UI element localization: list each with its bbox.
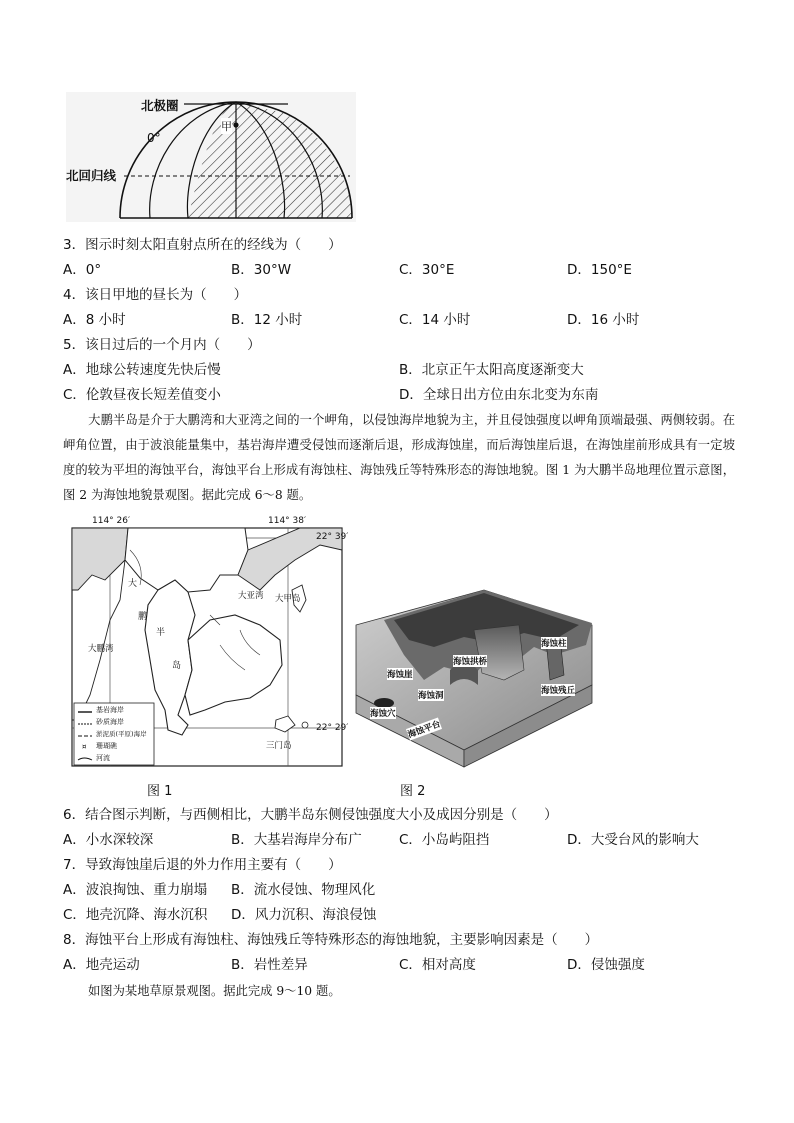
map-label-da: 大 — [128, 579, 138, 589]
q3-option-b[interactable]: B．30°W — [231, 262, 292, 278]
q4-option-b[interactable]: B．12 小时 — [231, 312, 303, 328]
q4-option-d[interactable]: D．16 小时 — [567, 312, 640, 328]
figure2-caption: 图 2 — [400, 784, 426, 799]
q7-option-c[interactable]: C．地壳沉降、海水沉积 — [63, 907, 208, 923]
map-legend-bedrock: 基岩海岸 — [96, 706, 124, 714]
q3-stem: 3．图示时刻太阳直射点所在的经线为（ ） — [63, 237, 342, 253]
q5-option-c[interactable]: C．伦敦昼夜长短差值变小 — [63, 387, 221, 403]
landform-label-cliff: 海蚀崖 — [387, 670, 413, 680]
passage-grassland-text: 如图为某地草原景观图。据此完成 9～10 题。 — [88, 984, 341, 998]
point-jia-label: 甲 — [221, 120, 232, 133]
map-lon-left: 114° 26′ — [92, 516, 131, 526]
landform-label-cave: 海蚀洞 — [418, 691, 444, 701]
point-jia-marker — [233, 122, 238, 127]
q7-stem: 7．导致海蚀崖后退的外力作用主要有（ ） — [63, 857, 342, 873]
q6-stem: 6．结合图示判断，与西侧相比，大鹏半岛东侧侵蚀强度大小及成因分别是（ ） — [63, 807, 558, 823]
q3-option-d[interactable]: D．150°E — [567, 262, 632, 278]
landform-label-notch: 海蚀穴 — [370, 709, 396, 719]
q8-option-a[interactable]: A．地壳运动 — [63, 957, 140, 973]
q6-option-b[interactable]: B．大基岩海岸分布广 — [231, 832, 362, 848]
figure1-caption: 图 1 — [147, 784, 173, 799]
map-daya-bay: 大亚湾 — [238, 591, 264, 601]
map-legend-muddy: 淤泥质(平原)海岸 — [96, 730, 147, 738]
landform-label-arch: 海蚀拱桥 — [453, 657, 488, 667]
map-label-ban: 半 — [156, 628, 166, 638]
meridian-zero-label: 0° — [147, 131, 161, 145]
map-dajia-island: 大甲岛 — [275, 594, 301, 604]
q5-option-d[interactable]: D．全球日出方位由东北变为东南 — [399, 387, 599, 403]
landform-label-platform: 海蚀平台 — [406, 719, 443, 741]
map-lon-right: 114° 38′ — [268, 516, 307, 526]
arctic-circle-label: 北极圈 — [141, 98, 179, 113]
q6-option-d[interactable]: D．大受台风的影响大 — [567, 832, 699, 848]
map-legend-coral: 珊瑚礁 — [96, 742, 117, 750]
map-legend-river: 河流 — [96, 754, 110, 762]
q5-option-b[interactable]: B．北京正午太阳高度逐渐变大 — [399, 362, 584, 378]
q4-option-a[interactable]: A．8 小时 — [63, 312, 126, 328]
map-sanmen-island: 三门岛 — [266, 741, 292, 751]
q4-stem: 4．该日甲地的昼长为（ ） — [63, 287, 248, 303]
map-label-dao: 岛 — [172, 661, 182, 671]
map-dapeng-bay: 大鹏湾 — [88, 644, 114, 654]
q6-option-c[interactable]: C．小岛屿阻挡 — [399, 832, 490, 848]
q7-option-a[interactable]: A．波浪掏蚀、重力崩塌 — [63, 882, 208, 898]
q8-stem: 8．海蚀平台上形成有海蚀柱、海蚀残丘等特殊形态的海蚀地貌，主要影响因素是（ ） — [63, 932, 599, 948]
landform-label-residual: 海蚀残丘 — [541, 686, 576, 696]
map-lat-bottom: 22° 29′ — [316, 723, 349, 733]
q5-stem: 5．该日过后的一个月内（ ） — [63, 337, 261, 353]
map-label-peng: 鹏 — [138, 612, 148, 622]
map-legend-sandy: 砂质海岸 — [96, 718, 124, 726]
q4-option-c[interactable]: C．14 小时 — [399, 312, 471, 328]
q5-option-a[interactable]: A．地球公转速度先快后慢 — [63, 362, 221, 378]
map-lat-top: 22° 39′ — [316, 532, 349, 542]
q8-option-d[interactable]: D．侵蚀强度 — [567, 957, 645, 973]
q7-option-b[interactable]: B．流水侵蚀、物理风化 — [231, 882, 376, 898]
globe-diagram — [66, 92, 356, 222]
q6-option-a[interactable]: A．小水深较深 — [63, 832, 154, 848]
passage-dapeng — [63, 408, 735, 508]
q8-option-b[interactable]: B．岩性差异 — [231, 957, 308, 973]
passage-dapeng-text: 大鹏半岛是介于大鹏湾和大亚湾之间的一个岬角，以侵蚀海岸地貌为主，并且侵蚀强度以岬角顶端最强、两侧较弱。在岬角位置，由于波浪能量集中，基岩海岸遭受侵蚀而逐渐后退，形成海蚀崖，而后海蚀崖后退，在海蚀崖前形成具有一定坡度的较为平坦的海蚀平台，海蚀平台上形成有海蚀柱、海蚀残丘等特殊形态的海蚀地貌。图 1 为大鹏半岛地理位置示意图，图 2 为海蚀地貌景观图。据此完成 6～8 题。 — [63, 413, 735, 502]
landform-label-stack: 海蚀柱 — [541, 639, 567, 649]
q3-option-a[interactable]: A．0° — [63, 262, 102, 278]
q3-option-c[interactable]: C．30°E — [399, 262, 455, 278]
q8-option-c[interactable]: C．相对高度 — [399, 957, 476, 973]
svg-text:¤: ¤ — [82, 743, 87, 751]
passage-grassland — [63, 979, 735, 1004]
tropic-label: 北回归线 — [66, 168, 117, 183]
q7-option-d[interactable]: D．风力沉积、海浪侵蚀 — [231, 907, 377, 923]
